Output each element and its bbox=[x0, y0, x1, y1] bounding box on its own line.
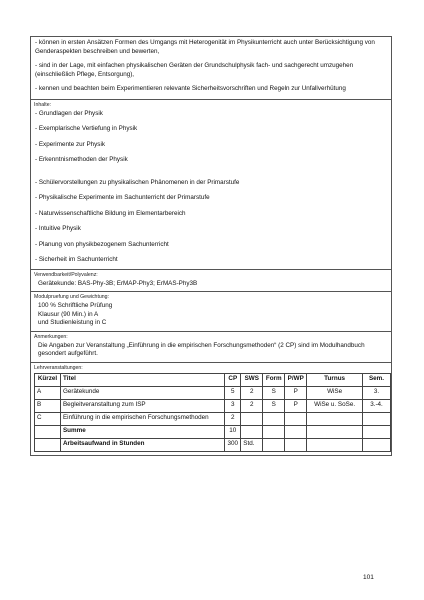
cell-sws: 2 bbox=[241, 399, 263, 412]
header-kuerzel: Kürzel bbox=[35, 373, 61, 386]
outcome-paragraph: - kennen und beachten beim Experimentieren relevante Sicherheitsvorschriften und Regeln zur Unfallverhütung bbox=[35, 85, 346, 92]
pruefung-line: und Studienleistung in C bbox=[38, 319, 107, 327]
content-item: - Planung von physikbezogenem Sachunterricht bbox=[35, 240, 169, 248]
page-number: 101 bbox=[363, 574, 374, 581]
section-label: Anmerkungen: bbox=[34, 333, 68, 340]
aufwand-label: Arbeitsaufwand in Stunden bbox=[60, 438, 224, 451]
content-item: - Experimente zur Physik bbox=[35, 140, 105, 148]
cell-empty bbox=[35, 425, 61, 438]
header-sem: Sem. bbox=[363, 373, 391, 386]
aufwand-row bbox=[35, 438, 391, 451]
cell-sem bbox=[363, 412, 391, 425]
cell-turnus: WiSe bbox=[307, 386, 363, 399]
content-item: - Sicherheit im Sachunterricht bbox=[35, 256, 118, 264]
outcome-paragraph: - sind in der Lage, mit einfachen physikalischen Geräten der Grundschulphysik fach- und sachgerecht umzugehen (einschließlich Pflege, Entsorgung), bbox=[35, 62, 354, 78]
cell-titel: Gerätekunde bbox=[60, 386, 224, 399]
aufwand-unit: Std. bbox=[241, 438, 263, 451]
cell-empty bbox=[263, 438, 285, 451]
pruefung-section bbox=[30, 292, 392, 332]
section-label: Verwendbarkeit/Polyvalenz: bbox=[34, 271, 98, 278]
cell-empty bbox=[285, 438, 307, 451]
content-item: - Naturwissenschaftliche Bildung im Elementarbereich bbox=[35, 209, 186, 217]
content-item: - Intuitive Physik bbox=[35, 225, 81, 233]
courses-table bbox=[34, 373, 391, 452]
cell-kuerzel: C bbox=[35, 412, 61, 425]
cell-titel: Begleitveranstaltung zum ISP bbox=[60, 399, 224, 412]
cell-empty bbox=[307, 425, 363, 438]
content-item: - Erkenntnismethoden der Physik bbox=[35, 156, 128, 164]
table-header-row bbox=[35, 373, 391, 386]
aufwand-cp: 300 bbox=[225, 438, 241, 451]
cell-pwp: P bbox=[285, 386, 307, 399]
verwendbarkeit-section bbox=[30, 270, 392, 293]
module-description bbox=[30, 36, 392, 456]
table-row bbox=[35, 386, 391, 399]
cell-form: S bbox=[263, 386, 285, 399]
cell-turnus: WiSe u. SoSe. bbox=[307, 399, 363, 412]
section-label: Lehrveranstaltungen: bbox=[34, 364, 83, 371]
cell-kuerzel: A bbox=[35, 386, 61, 399]
cell-empty bbox=[263, 425, 285, 438]
cell-sws bbox=[241, 412, 263, 425]
content-item: - Physikalische Experimente im Sachunterricht der Primarstufe bbox=[35, 194, 210, 202]
lehrveranstaltungen-section bbox=[30, 363, 392, 456]
cell-sws: 2 bbox=[241, 386, 263, 399]
header-titel: Titel bbox=[60, 373, 224, 386]
header-sws: SWS bbox=[241, 373, 263, 386]
table-row bbox=[35, 399, 391, 412]
cell-pwp bbox=[285, 412, 307, 425]
header-turnus: Turnus bbox=[307, 373, 363, 386]
pruefung-line: Klausur (90 Min.) in A bbox=[38, 310, 99, 318]
summe-cp: 10 bbox=[225, 425, 241, 438]
outcome-paragraph: - können in ersten Ansätzen Formen des Umgangs mit Heterogenität im Physikunterricht auch unter Berücksichtigung von Genderaspekten beschreiben und bewerten, bbox=[35, 39, 375, 55]
cell-empty bbox=[285, 425, 307, 438]
learning-outcomes-section bbox=[30, 36, 392, 100]
table-row bbox=[35, 412, 391, 425]
header-pwp: P/WP bbox=[285, 373, 307, 386]
section-label: Inhalte: bbox=[34, 101, 52, 108]
cell-sem: 3.-4. bbox=[363, 399, 391, 412]
cell-form bbox=[263, 412, 285, 425]
cell-form: S bbox=[263, 399, 285, 412]
inhalte-section bbox=[30, 100, 392, 270]
summe-row bbox=[35, 425, 391, 438]
cell-empty bbox=[363, 438, 391, 451]
cell-turnus bbox=[307, 412, 363, 425]
cell-sem: 3. bbox=[363, 386, 391, 399]
cell-kuerzel: B bbox=[35, 399, 61, 412]
header-form: Form bbox=[263, 373, 285, 386]
verwendbarkeit-text: Gerätekunde: BAS-Phy-3B; ErMAP-Phy3; ErMAS-Phy3B bbox=[38, 279, 198, 287]
cell-empty bbox=[35, 438, 61, 451]
content-item: - Schülervorstellungen zu physikalischen Phänomenen in der Primarstufe bbox=[35, 178, 240, 186]
section-label: Modulpruefung und Gewichtung: bbox=[34, 294, 109, 301]
cell-cp: 2 bbox=[225, 412, 241, 425]
cell-empty bbox=[241, 425, 263, 438]
cell-pwp: P bbox=[285, 399, 307, 412]
content-item: - Grundlagen der Physik bbox=[35, 109, 103, 117]
anmerkungen-text: Die Angaben zur Veranstaltung „Einführung in die empirischen Forschungsmethoden“ (2 CP) sind im Modulhandbuch gesondert aufgeführt. bbox=[38, 341, 365, 358]
header-cp: CP bbox=[225, 373, 241, 386]
pruefung-line: 100 % Schriftliche Prüfung bbox=[38, 302, 113, 310]
anmerkungen-section bbox=[30, 332, 392, 363]
cell-titel: Einführung in die empirischen Forschungsmethoden bbox=[60, 412, 224, 425]
content-item: - Exemplarische Vertiefung in Physik bbox=[35, 125, 138, 133]
cell-cp: 3 bbox=[225, 399, 241, 412]
cell-empty bbox=[363, 425, 391, 438]
summe-label: Summe bbox=[60, 425, 224, 438]
cell-empty bbox=[307, 438, 363, 451]
cell-cp: 5 bbox=[225, 386, 241, 399]
